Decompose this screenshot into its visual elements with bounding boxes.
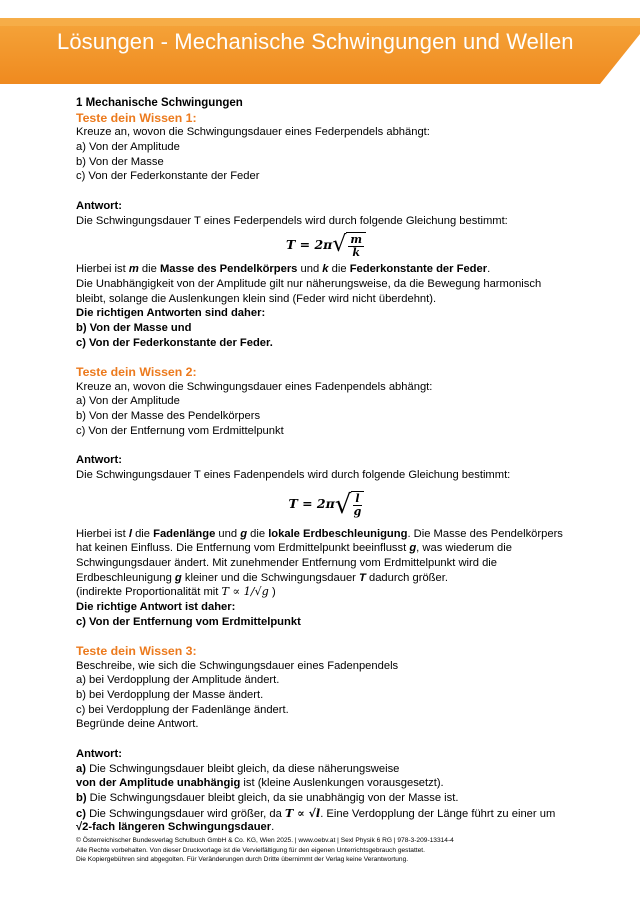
q2-formula	[76, 483, 576, 527]
text-span: Hierbei ist	[76, 263, 126, 276]
q1-correct-2: c) Von der Federkonstante der Feder.	[76, 336, 273, 349]
q3-option-a: a) bei Verdopplung der Amplitude ändert.	[76, 674, 280, 687]
text-span: und	[218, 527, 238, 540]
text-span: Die Schwingungsdauer bleibt gleich, da diese näherungsweise	[89, 762, 400, 775]
footer	[76, 836, 596, 865]
q1-para-2: bleibt, solange die Auslenkungen klein sind (Feder wird nicht überdehnt).	[76, 292, 437, 305]
footer-line-1: © Österreichischer Bundesverlag Schulbuch GmbH & Co. KG, Wien 2025. | www.oebv.at | Sexl Physik 6 RG | 978-3-209-13314-4	[76, 837, 454, 844]
q3-closing: Begründe deine Antwort.	[76, 718, 199, 731]
q2-formula-left: T = 2π	[288, 496, 335, 512]
q1-prompt: Kreuze an, wovon die Schwingungsdauer eines Federpendels abhängt:	[76, 126, 430, 139]
text-span: )	[271, 586, 276, 599]
q1-formula-den: k	[352, 245, 360, 259]
q1-answer-label: Antwort:	[76, 199, 122, 212]
text-span: a)	[76, 762, 86, 775]
q2-prompt: Kreuze an, wovon die Schwingungsdauer eines Fadenpendels abhängt:	[76, 380, 433, 393]
q2-heading: Teste dein Wissen 2:	[76, 365, 197, 379]
text-span: die	[331, 263, 347, 276]
q1-formula	[76, 228, 576, 262]
footer-line-3: Die Kopiergebühren sind abgegolten. Für Veränderungen durch Dritte übernimmt der Verlag keine Verantwortung.	[76, 856, 409, 864]
q2-option-c: c) Von der Entfernung vom Erdmittelpunkt	[76, 424, 284, 437]
q1-answer-intro: Die Schwingungsdauer T eines Federpendels wird durch folgende Gleichung bestimmt:	[76, 214, 508, 227]
q2-formula-sqrt: √ $\frac{l}{g}$	[335, 491, 364, 518]
q2-expl-1	[76, 527, 576, 542]
text-span: Erdbeschleunigung	[76, 571, 172, 584]
text-span: Fadenlänge	[153, 527, 216, 540]
q2-formula-den: g	[353, 505, 362, 518]
text-span: c)	[76, 807, 86, 820]
text-span: Hierbei ist	[76, 527, 126, 540]
q1-formula-num: m	[350, 232, 362, 246]
text-span: die	[135, 527, 151, 540]
text-span: (indirekte Proportionalität mit	[76, 586, 219, 599]
text-span: T ∝ √l	[284, 805, 321, 820]
q3-option-c: c) bei Verdopplung der Fadenlänge ändert.	[76, 703, 289, 716]
q2-option-b: b) Von der Masse des Pendelkörpers	[76, 410, 261, 423]
text-span: , was wiederum die	[416, 542, 512, 555]
text-span: ist (kleine Auslenkungen vorausgesetzt).	[243, 777, 444, 790]
q2-expl-5	[76, 585, 576, 600]
q1-para-1: Die Unabhängigkeit von der Amplitude gilt nur näherungsweise, da die Bewegung harmonisch	[76, 277, 542, 290]
text-span: Die Schwingungsdauer wird größer, da	[89, 807, 282, 820]
q3-answer-a2	[76, 776, 576, 791]
text-span: g	[174, 571, 182, 584]
text-span: die	[250, 527, 266, 540]
header-banner	[0, 0, 640, 84]
document-body	[76, 96, 576, 835]
text-span: l	[128, 527, 132, 540]
text-span: g	[240, 527, 248, 540]
q1-formula-left: T = 2π	[286, 236, 333, 252]
footer-line-2: Alle Rechte vorbehalten. Von dieser Druckvorlage ist die Vervielfältigung für den eigenen Unterrichtsgebrauch gestattet.	[76, 846, 425, 854]
text-span: m	[128, 263, 139, 276]
text-span: von der Amplitude unabhängig	[76, 777, 241, 790]
text-span: Federkonstante der Feder	[349, 263, 488, 276]
text-span: hat keinen Einfluss. Die Entfernung vom Erdmittelpunkt beeinflusst	[76, 542, 407, 555]
q1-heading: Teste dein Wissen 1:	[76, 110, 197, 125]
q2-expl-3: Schwingungsdauer ändert. Mit zunehmender Entfernung vom Erdmittelpunkt wird die	[76, 556, 498, 569]
text-span: g	[409, 542, 417, 555]
q2-correct-1: c) Von der Entfernung vom Erdmittelpunkt	[76, 615, 301, 628]
q3-heading: Teste dein Wissen 3:	[76, 644, 197, 658]
q2-option-a: a) Von der Amplitude	[76, 395, 180, 408]
q3-answer-b	[76, 791, 576, 806]
text-span: kleiner und die Schwingungsdauer	[184, 571, 356, 584]
text-span: die	[141, 263, 157, 276]
text-span: .	[271, 821, 275, 834]
text-span: T	[359, 571, 366, 584]
text-span: k	[322, 263, 329, 276]
text-span: b)	[76, 791, 87, 804]
q3-answer-a	[76, 762, 576, 777]
q2-expl-2	[76, 541, 576, 556]
q1-correct-1: b) Von der Masse und	[76, 321, 192, 334]
text-span: und	[300, 263, 320, 276]
q2-answer-intro: Die Schwingungsdauer T eines Fadenpendels wird durch folgende Gleichung bestimmt:	[76, 468, 511, 481]
q3-answer-label: Antwort:	[76, 747, 122, 760]
q1-explanation	[76, 262, 576, 277]
text-span: T ∝ 1/√g	[221, 585, 269, 599]
q2-correct-label: Die richtige Antwort ist daher:	[76, 600, 236, 613]
q1-option-c: c) Von der Federkonstante der Feder	[76, 170, 260, 183]
text-span: Masse des Pendelkörpers	[159, 263, 298, 276]
q3-option-b: b) bei Verdopplung der Masse ändert.	[76, 689, 264, 702]
q3-answer-c2	[76, 820, 576, 835]
q2-answer-label: Antwort:	[76, 454, 122, 467]
q2-expl-4	[76, 571, 576, 586]
text-span: Die Schwingungsdauer bleibt gleich, da sie unabhängig von der Masse ist.	[89, 791, 459, 804]
q1-option-b: b) Von der Masse	[76, 155, 164, 168]
text-span: √2-fach längeren Schwingungsdauer	[76, 821, 272, 834]
q1-formula-sqrt: √ $\frac{m}{k}$	[332, 232, 366, 259]
text-span: dadurch größer.	[368, 571, 448, 584]
q2-formula-num: l	[355, 492, 360, 505]
text-span: . Die Masse des Pendelkörpers	[407, 527, 563, 540]
q1-correct-label: Die richtigen Antworten sind daher:	[76, 307, 266, 320]
q1-option-a: a) Von der Amplitude	[76, 141, 180, 154]
section-title: 1 Mechanische Schwingungen	[76, 97, 243, 109]
q3-prompt: Beschreibe, wie sich die Schwingungsdauer eines Fadenpendels	[76, 659, 399, 672]
page-title: Lösungen - Mechanische Schwingungen und Wellen	[57, 29, 574, 54]
q3-answer-c	[76, 806, 576, 821]
text-span: . Eine Verdopplung der Länge führt zu einer um	[320, 807, 556, 820]
text-span: .	[487, 263, 491, 276]
text-span: lokale Erdbeschleunigung	[268, 527, 408, 540]
